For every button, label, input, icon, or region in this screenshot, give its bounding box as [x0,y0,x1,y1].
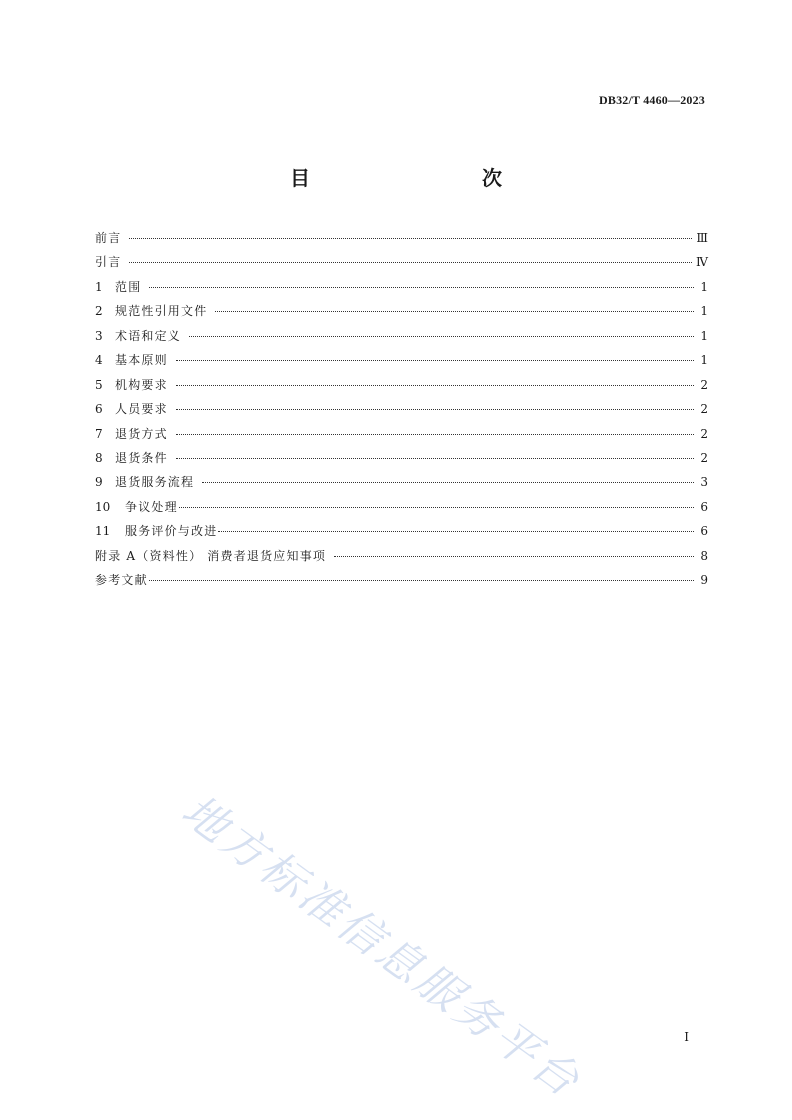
toc-entry-label: 争议处理 [125,499,178,514]
dot-leader [149,287,694,288]
toc-entry-label: 引言 [95,255,122,270]
toc-entry-page: 1 [700,328,708,343]
document-code: DB32/T 4460—2023 [599,93,705,107]
toc-entry-page: 2 [700,450,708,465]
toc-entry-page: 6 [700,499,708,514]
dot-leader [218,531,694,532]
toc-entry-number: 11 [95,524,111,539]
dot-leader [129,238,692,239]
toc-entry-8[interactable] [95,448,708,472]
dot-leader [189,336,694,337]
toc-entry-5[interactable] [95,375,708,399]
dot-leader [149,580,694,581]
toc-entry-page: Ⅳ [696,255,708,270]
toc-entry-number: 3 [95,328,103,343]
toc-entry-page: 9 [700,573,708,588]
dot-leader [176,434,694,435]
table-of-contents [95,228,708,595]
toc-entry-number: 9 [95,475,103,490]
dot-leader [176,458,694,459]
toc-entry-page: Ⅲ [696,231,708,245]
dot-leader [179,507,694,508]
toc-entry-label: 范围 [115,279,142,294]
toc-entry-label: 退货服务流程 [115,475,195,490]
toc-entry-9[interactable] [95,472,708,496]
toc-entry-page: 2 [700,402,708,417]
toc-entry-page: 1 [700,304,708,319]
toc-entry-page: 2 [700,377,708,392]
toc-entry-label: 前言 [95,231,122,245]
toc-entry-introduction[interactable] [95,252,708,276]
toc-entry-page: 1 [700,279,708,294]
toc-entry-label: 人员要求 [115,402,168,417]
toc-entry-11[interactable] [95,521,708,545]
toc-title: 目 次 [290,166,546,190]
toc-entry-number: 2 [95,304,103,319]
toc-entry-page: 3 [700,475,708,490]
toc-entry-6[interactable] [95,399,708,423]
toc-entry-number: 8 [95,450,103,465]
toc-entry-number: 5 [95,377,103,392]
toc-entry-number: 1 [95,279,103,294]
toc-entry-label: 退货条件 [115,450,168,465]
dot-leader [129,262,692,263]
toc-entry-number: 6 [95,402,103,417]
toc-entry-page: 8 [700,548,708,563]
toc-entry-page: 6 [700,524,708,539]
toc-entry-number: 10 [95,499,111,514]
watermark: 地方标准信息服务平台 [172,785,591,1109]
toc-entry-label: 附录 A（资料性） 消费者退货应知事项 [95,548,327,563]
toc-entry-3[interactable] [95,326,708,350]
toc-entry-label: 退货方式 [115,426,168,441]
dot-leader [334,556,694,557]
toc-entry-page: 2 [700,426,708,441]
toc-entry-number: 4 [95,353,103,368]
toc-entry-7[interactable] [95,424,708,448]
toc-entry-1[interactable] [95,277,708,301]
dot-leader [215,311,694,312]
toc-entry-label: 基本原则 [115,353,168,368]
dot-leader [202,482,694,483]
toc-entry-foreword[interactable] [95,228,708,252]
toc-entry-page: 1 [700,353,708,368]
toc-entry-10[interactable] [95,497,708,521]
toc-entry-number: 7 [95,426,103,441]
toc-entry-references[interactable] [95,570,708,594]
toc-entry-2[interactable] [95,301,708,325]
toc-entry-label: 参考文献 [95,573,148,588]
toc-entry-label: 术语和定义 [115,328,182,343]
toc-entry-appendix-a[interactable] [95,546,708,570]
toc-entry-label: 服务评价与改进 [125,524,218,539]
dot-leader [176,360,694,361]
toc-entry-label: 机构要求 [115,377,168,392]
page-number: I [684,1030,689,1044]
dot-leader [176,385,694,386]
dot-leader [176,409,694,410]
toc-entry-4[interactable] [95,350,708,374]
toc-entry-label: 规范性引用文件 [115,304,208,319]
